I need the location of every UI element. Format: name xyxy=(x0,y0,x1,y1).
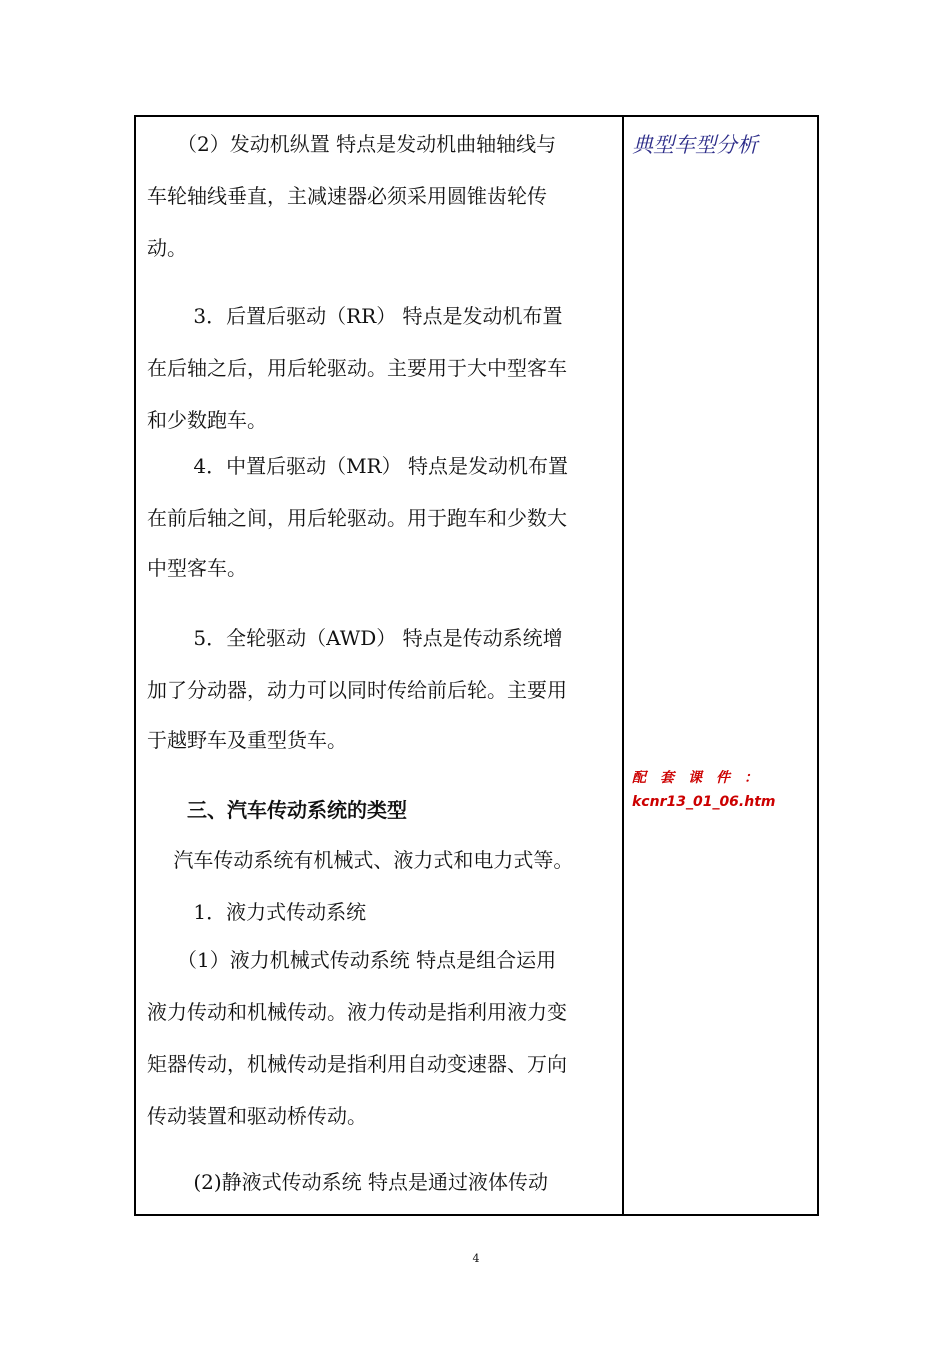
paragraph-line: 传动装置和驱动桥传动。 xyxy=(147,1104,367,1128)
paragraph-line: 汽车传动系统有机械式、液力式和电力式等。 xyxy=(147,848,574,872)
paragraph-line: 3．后置后驱动（RR） 特点是发动机布置 xyxy=(147,304,563,328)
column-divider xyxy=(622,117,624,1214)
paragraph-line: 矩器传动，机械传动是指利用自动变速器、万向 xyxy=(147,1052,567,1076)
courseware-label: 配 套 课 件 ： xyxy=(632,770,758,786)
paragraph-line: 中型客车。 xyxy=(147,556,247,580)
paragraph-line: （1）液力机械式传动系统 特点是组合运用 xyxy=(147,948,557,972)
paragraph-line: 车轮轴线垂直，主减速器必须采用圆锥齿轮传 xyxy=(147,184,547,208)
paragraph-line: （2）发动机纵置 特点是发动机曲轴轴线与 xyxy=(147,132,557,156)
paragraph-line: (2)静液式传动系统 特点是通过液体传动 xyxy=(147,1170,549,1194)
paragraph-line: 于越野车及重型货车。 xyxy=(147,728,347,752)
paragraph-line: 4．中置后驱动（MR） 特点是发动机布置 xyxy=(147,454,568,478)
content-table xyxy=(134,115,819,1216)
paragraph-line: 在前后轴之间，用后轮驱动。用于跑车和少数大 xyxy=(147,506,567,530)
paragraph-line: 1．液力式传动系统 xyxy=(147,900,367,924)
paragraph-line: 在后轴之后，用后轮驱动。主要用于大中型客车 xyxy=(147,356,567,380)
paragraph-line: 5．全轮驱动（AWD） 特点是传动系统增 xyxy=(147,626,563,650)
courseware-file-link[interactable]: kcnr13_01_06.htm xyxy=(632,794,776,810)
page-number: 4 xyxy=(472,1252,480,1265)
side-note-title: 典型车型分析 xyxy=(632,133,758,157)
section-heading: 三、汽车传动系统的类型 xyxy=(147,798,407,822)
paragraph-line: 液力传动和机械传动。液力传动是指利用液力变 xyxy=(147,1000,567,1024)
paragraph-line: 动。 xyxy=(147,236,187,260)
paragraph-line: 和少数跑车。 xyxy=(147,408,267,432)
paragraph-line: 加了分动器，动力可以同时传给前后轮。主要用 xyxy=(147,678,567,702)
